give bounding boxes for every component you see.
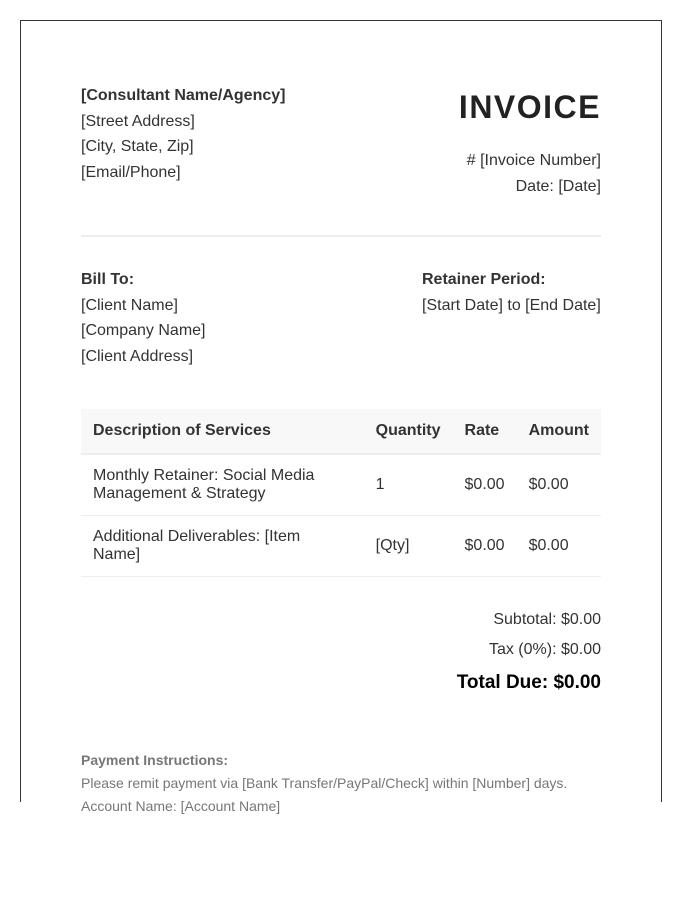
row-amount: $0.00 <box>517 516 601 577</box>
payment-text: Please remit payment via [Bank Transfer/PayPal/Check] within [Number] days. <box>81 775 568 791</box>
row-rate: $0.00 <box>453 516 517 577</box>
row-amount: $0.00 <box>517 454 601 516</box>
header-description: Description of Services <box>81 409 364 454</box>
consultant-contact: [Email/Phone] <box>81 163 181 181</box>
payment-account: Account Name: [Account Name] <box>81 798 281 814</box>
row-description: Additional Deliverables: [Item Name] <box>81 516 364 577</box>
payment-title: Payment Instructions: <box>81 752 229 768</box>
row-description: Monthly Retainer: Social Media Management & Strategy <box>81 454 364 516</box>
retainer-period-value: [Start Date] to [End Date] <box>422 296 601 314</box>
table-header-row <box>81 409 601 454</box>
table-row <box>81 454 601 516</box>
row-quantity: [Qty] <box>364 516 453 577</box>
header-amount: Amount <box>517 409 601 454</box>
retainer-period-label: Retainer Period: <box>422 271 546 288</box>
consultant-block <box>81 83 285 185</box>
consultant-name: [Consultant Name/Agency] <box>81 87 286 104</box>
total-due: Total Due: $0.00 <box>456 672 601 693</box>
row-rate: $0.00 <box>453 454 517 516</box>
table-row <box>81 516 601 577</box>
invoice-meta <box>467 148 601 200</box>
header-quantity: Quantity <box>364 409 453 454</box>
invoice-title: INVOICE <box>458 89 601 125</box>
header-divider <box>81 235 601 237</box>
client-address: [Client Address] <box>81 347 194 365</box>
totals-block <box>457 605 601 698</box>
services-table <box>81 409 601 577</box>
invoice-page <box>20 20 662 814</box>
row-quantity: 1 <box>364 454 453 516</box>
tax: Tax (0%): $0.00 <box>488 641 601 658</box>
header-rate: Rate <box>453 409 517 454</box>
invoice-date: Date: [Date] <box>515 178 601 195</box>
consultant-street: [Street Address] <box>81 112 195 130</box>
bill-to-label: Bill To: <box>81 271 135 288</box>
consultant-city: [City, State, Zip] <box>81 138 194 155</box>
retainer-period-block <box>422 267 601 318</box>
invoice-number: # [Invoice Number] <box>466 152 601 169</box>
client-name: [Client Name] <box>81 296 178 314</box>
company-name: [Company Name] <box>81 322 206 339</box>
bill-to-block <box>81 267 206 369</box>
payment-instructions <box>81 749 567 818</box>
subtotal: Subtotal: $0.00 <box>493 611 601 628</box>
